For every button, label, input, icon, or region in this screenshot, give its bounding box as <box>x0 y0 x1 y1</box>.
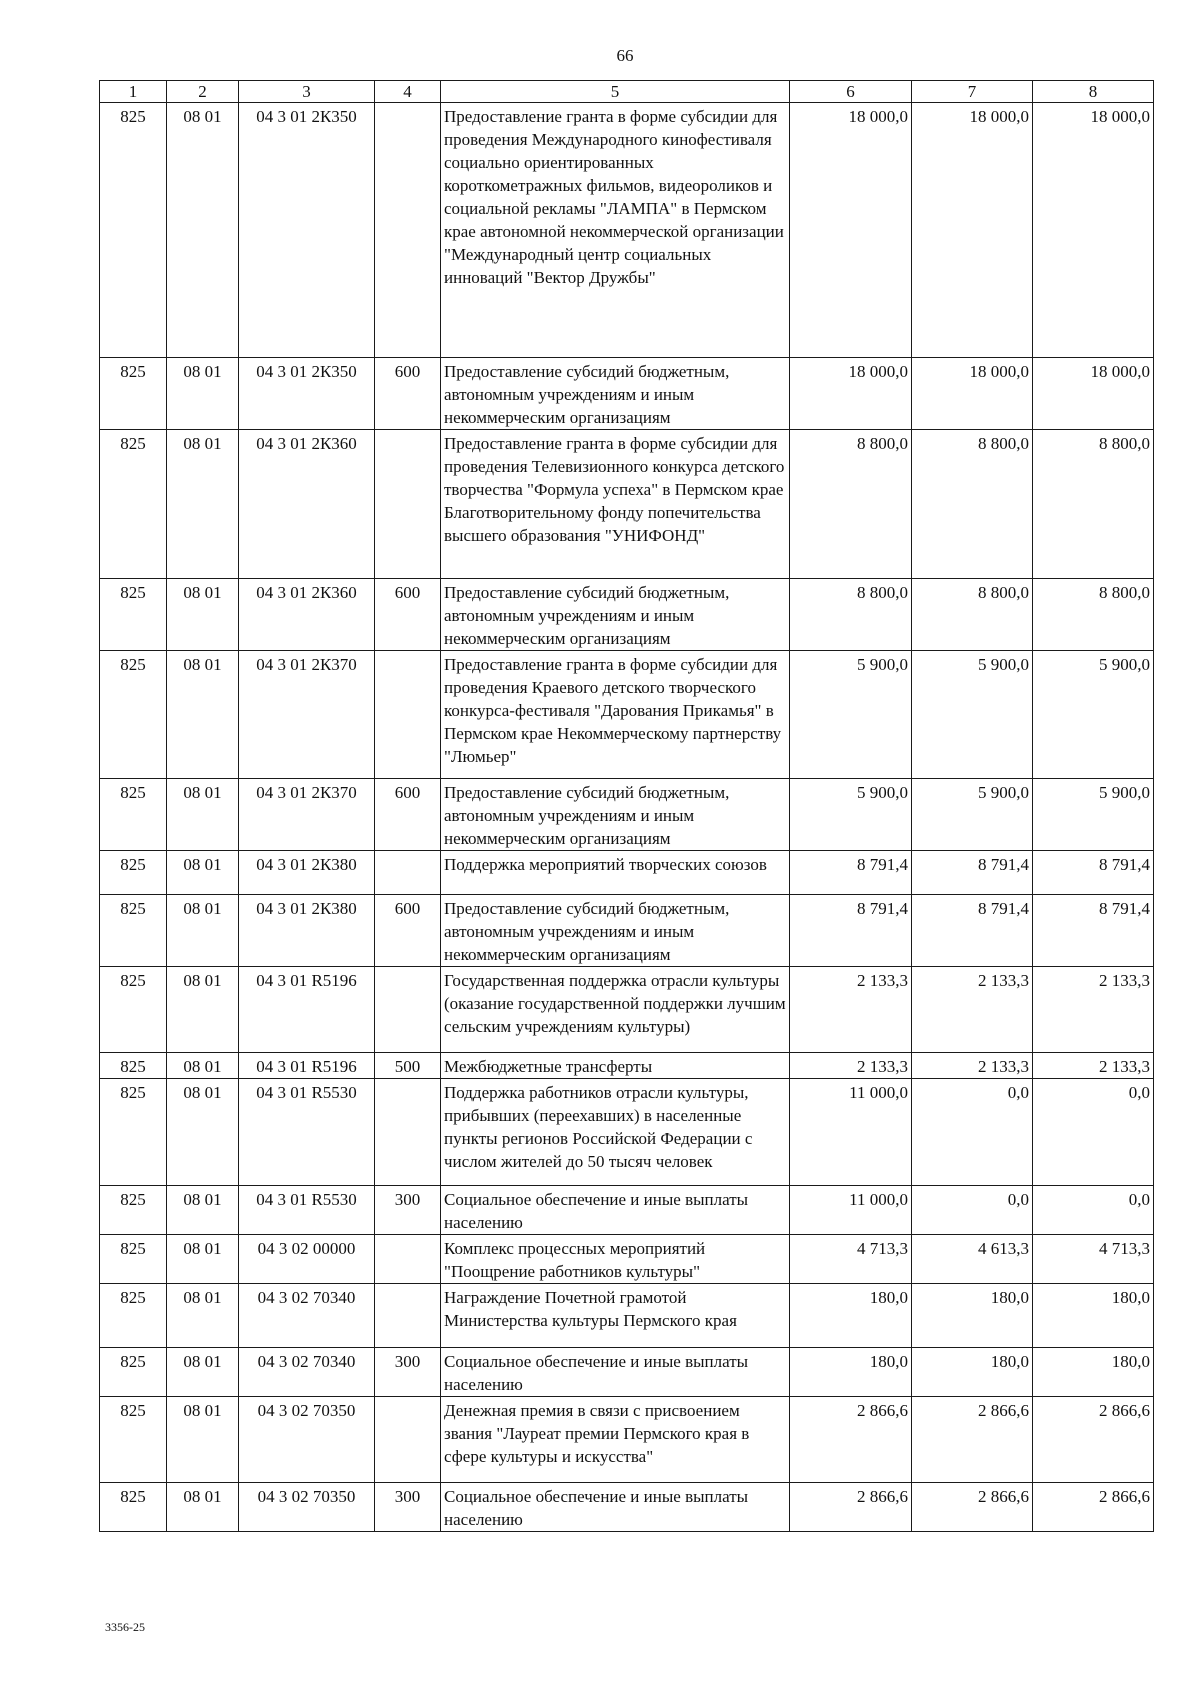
section-code-cell: 08 01 <box>167 1079 239 1186</box>
description-cell: Денежная премия в связи с присвоением звания "Лауреат премии Пермского края в сфере культуры и искусства" <box>441 1397 790 1483</box>
admin-code-cell: 825 <box>100 967 167 1053</box>
target-article-cell: 04 3 02 70350 <box>239 1483 375 1532</box>
amount-year1-cell: 4 713,3 <box>790 1235 912 1284</box>
header-row <box>100 81 1154 103</box>
amount-year2-cell: 180,0 <box>912 1348 1033 1397</box>
target-article-cell: 04 3 01 2К380 <box>239 851 375 895</box>
table-row <box>100 1483 1154 1532</box>
section-code-cell: 08 01 <box>167 1284 239 1348</box>
expense-type-cell: 300 <box>375 1483 441 1532</box>
amount-year3-cell: 2 133,3 <box>1033 1053 1154 1079</box>
amount-year2-cell: 4 613,3 <box>912 1235 1033 1284</box>
target-article-cell: 04 3 01 2К380 <box>239 895 375 967</box>
target-article-cell: 04 3 01 R5530 <box>239 1079 375 1186</box>
admin-code-cell: 825 <box>100 1397 167 1483</box>
amount-year1-cell: 8 800,0 <box>790 579 912 651</box>
admin-code-cell: 825 <box>100 895 167 967</box>
admin-code-cell: 825 <box>100 1483 167 1532</box>
section-code-cell: 08 01 <box>167 967 239 1053</box>
description-cell: Предоставление гранта в форме субсидии для проведения Краевого детского творческого конкурса-фестиваля "Дарования Прикамья" в Пермском крае Некоммерческому партнерству "Люмьер" <box>441 651 790 779</box>
section-code-cell: 08 01 <box>167 1186 239 1235</box>
section-code-cell: 08 01 <box>167 103 239 358</box>
description-cell: Социальное обеспечение и иные выплаты населению <box>441 1186 790 1235</box>
section-code-cell: 08 01 <box>167 358 239 430</box>
amount-year2-cell: 2 133,3 <box>912 967 1033 1053</box>
description-cell: Межбюджетные трансферты <box>441 1053 790 1079</box>
amount-year3-cell: 8 800,0 <box>1033 430 1154 579</box>
description-cell: Предоставление гранта в форме субсидии для проведения Международного кинофестиваля социально ориентированных короткометражных фильмов, видеороликов и социальной рекламы "ЛАМПА" в Пермском крае автономной некоммерческой организации "Международный центр социальных инноваций "Вектор Дружбы" <box>441 103 790 358</box>
description-cell: Социальное обеспечение и иные выплаты населению <box>441 1348 790 1397</box>
table-row <box>100 358 1154 430</box>
expense-type-cell <box>375 1079 441 1186</box>
budget-table <box>99 80 1154 1532</box>
section-code-cell: 08 01 <box>167 1235 239 1284</box>
target-article-cell: 04 3 02 70350 <box>239 1397 375 1483</box>
expense-type-cell <box>375 430 441 579</box>
admin-code-cell: 825 <box>100 1053 167 1079</box>
amount-year1-cell: 180,0 <box>790 1284 912 1348</box>
amount-year3-cell: 180,0 <box>1033 1348 1154 1397</box>
expense-type-cell <box>375 851 441 895</box>
section-code-cell: 08 01 <box>167 651 239 779</box>
target-article-cell: 04 3 02 70340 <box>239 1348 375 1397</box>
description-cell: Предоставление гранта в форме субсидии для проведения Телевизионного конкурса детского творчества "Формула успеха" в Пермском крае Благотворительному фонду попечительства высшего образования "УНИФОНД" <box>441 430 790 579</box>
expense-type-cell <box>375 1284 441 1348</box>
amount-year1-cell: 5 900,0 <box>790 779 912 851</box>
amount-year3-cell: 180,0 <box>1033 1284 1154 1348</box>
expense-type-cell: 300 <box>375 1186 441 1235</box>
expense-type-cell: 600 <box>375 895 441 967</box>
target-article-cell: 04 3 01 2К350 <box>239 358 375 430</box>
amount-year1-cell: 2 133,3 <box>790 1053 912 1079</box>
expense-type-cell <box>375 1235 441 1284</box>
expense-type-cell <box>375 967 441 1053</box>
target-article-cell: 04 3 01 R5196 <box>239 1053 375 1079</box>
amount-year1-cell: 8 791,4 <box>790 851 912 895</box>
admin-code-cell: 825 <box>100 579 167 651</box>
amount-year2-cell: 8 791,4 <box>912 895 1033 967</box>
table-row <box>100 1284 1154 1348</box>
target-article-cell: 04 3 01 2К360 <box>239 579 375 651</box>
amount-year3-cell: 2 866,6 <box>1033 1483 1154 1532</box>
amount-year1-cell: 2 866,6 <box>790 1397 912 1483</box>
admin-code-cell: 825 <box>100 1284 167 1348</box>
table-row <box>100 1348 1154 1397</box>
admin-code-cell: 825 <box>100 779 167 851</box>
amount-year1-cell: 2 133,3 <box>790 967 912 1053</box>
table-row <box>100 895 1154 967</box>
section-code-cell: 08 01 <box>167 1483 239 1532</box>
admin-code-cell: 825 <box>100 1348 167 1397</box>
expense-type-cell: 600 <box>375 779 441 851</box>
table-row <box>100 1079 1154 1186</box>
amount-year2-cell: 18 000,0 <box>912 358 1033 430</box>
admin-code-cell: 825 <box>100 430 167 579</box>
target-article-cell: 04 3 01 2К360 <box>239 430 375 579</box>
column-header: 4 <box>375 81 441 103</box>
section-code-cell: 08 01 <box>167 895 239 967</box>
column-header: 2 <box>167 81 239 103</box>
section-code-cell: 08 01 <box>167 1397 239 1483</box>
amount-year1-cell: 8 800,0 <box>790 430 912 579</box>
amount-year2-cell: 8 800,0 <box>912 430 1033 579</box>
expense-type-cell <box>375 651 441 779</box>
section-code-cell: 08 01 <box>167 1053 239 1079</box>
amount-year3-cell: 2 866,6 <box>1033 1397 1154 1483</box>
page-number: 66 <box>616 46 634 65</box>
admin-code-cell: 825 <box>100 1235 167 1284</box>
amount-year2-cell: 18 000,0 <box>912 103 1033 358</box>
description-cell: Награждение Почетной грамотой Министерства культуры Пермского края <box>441 1284 790 1348</box>
table-row <box>100 851 1154 895</box>
admin-code-cell: 825 <box>100 358 167 430</box>
table-row <box>100 1186 1154 1235</box>
description-cell: Предоставление субсидий бюджетным, автономным учреждениям и иным некоммерческим организациям <box>441 779 790 851</box>
table-row <box>100 103 1154 358</box>
section-code-cell: 08 01 <box>167 851 239 895</box>
column-header: 1 <box>100 81 167 103</box>
expense-type-cell: 500 <box>375 1053 441 1079</box>
column-header: 7 <box>912 81 1033 103</box>
amount-year3-cell: 8 791,4 <box>1033 895 1154 967</box>
amount-year1-cell: 2 866,6 <box>790 1483 912 1532</box>
amount-year2-cell: 180,0 <box>912 1284 1033 1348</box>
target-article-cell: 04 3 02 00000 <box>239 1235 375 1284</box>
amount-year1-cell: 11 000,0 <box>790 1186 912 1235</box>
amount-year2-cell: 0,0 <box>912 1079 1033 1186</box>
admin-code-cell: 825 <box>100 1186 167 1235</box>
amount-year2-cell: 2 866,6 <box>912 1397 1033 1483</box>
column-header: 8 <box>1033 81 1154 103</box>
amount-year1-cell: 8 791,4 <box>790 895 912 967</box>
target-article-cell: 04 3 01 2К370 <box>239 779 375 851</box>
section-code-cell: 08 01 <box>167 430 239 579</box>
amount-year2-cell: 2 866,6 <box>912 1483 1033 1532</box>
footer-document-code: 3356-25 <box>105 1620 145 1634</box>
amount-year3-cell: 18 000,0 <box>1033 103 1154 358</box>
amount-year3-cell: 18 000,0 <box>1033 358 1154 430</box>
amount-year2-cell: 5 900,0 <box>912 779 1033 851</box>
expense-type-cell <box>375 103 441 358</box>
target-article-cell: 04 3 01 2К370 <box>239 651 375 779</box>
column-header: 3 <box>239 81 375 103</box>
expense-type-cell <box>375 1397 441 1483</box>
amount-year1-cell: 180,0 <box>790 1348 912 1397</box>
amount-year3-cell: 0,0 <box>1033 1186 1154 1235</box>
table-row <box>100 779 1154 851</box>
expense-type-cell: 600 <box>375 579 441 651</box>
description-cell: Государственная поддержка отрасли культуры (оказание государственной поддержки лучшим сельским учреждениям культуры) <box>441 967 790 1053</box>
table-row <box>100 1397 1154 1483</box>
amount-year2-cell: 2 133,3 <box>912 1053 1033 1079</box>
amount-year3-cell: 0,0 <box>1033 1079 1154 1186</box>
amount-year2-cell: 0,0 <box>912 1186 1033 1235</box>
table-row <box>100 1235 1154 1284</box>
amount-year2-cell: 8 791,4 <box>912 851 1033 895</box>
section-code-cell: 08 01 <box>167 1348 239 1397</box>
amount-year3-cell: 8 791,4 <box>1033 851 1154 895</box>
description-cell: Социальное обеспечение и иные выплаты населению <box>441 1483 790 1532</box>
amount-year2-cell: 5 900,0 <box>912 651 1033 779</box>
target-article-cell: 04 3 01 R5196 <box>239 967 375 1053</box>
column-header: 6 <box>790 81 912 103</box>
amount-year2-cell: 8 800,0 <box>912 579 1033 651</box>
section-code-cell: 08 01 <box>167 779 239 851</box>
amount-year1-cell: 5 900,0 <box>790 651 912 779</box>
table-row <box>100 579 1154 651</box>
description-cell: Поддержка мероприятий творческих союзов <box>441 851 790 895</box>
description-cell: Предоставление субсидий бюджетным, автономным учреждениям и иным некоммерческим организациям <box>441 579 790 651</box>
description-cell: Комплекс процессных мероприятий "Поощрение работников культуры" <box>441 1235 790 1284</box>
amount-year1-cell: 18 000,0 <box>790 103 912 358</box>
amount-year3-cell: 5 900,0 <box>1033 779 1154 851</box>
amount-year3-cell: 2 133,3 <box>1033 967 1154 1053</box>
table-row <box>100 967 1154 1053</box>
target-article-cell: 04 3 01 2К350 <box>239 103 375 358</box>
description-cell: Предоставление субсидий бюджетным, автономным учреждениям и иным некоммерческим организациям <box>441 358 790 430</box>
amount-year1-cell: 11 000,0 <box>790 1079 912 1186</box>
table-row <box>100 430 1154 579</box>
table-row <box>100 651 1154 779</box>
column-header: 5 <box>441 81 790 103</box>
expense-type-cell: 300 <box>375 1348 441 1397</box>
description-cell: Предоставление субсидий бюджетным, автономным учреждениям и иным некоммерческим организациям <box>441 895 790 967</box>
expense-type-cell: 600 <box>375 358 441 430</box>
amount-year3-cell: 4 713,3 <box>1033 1235 1154 1284</box>
section-code-cell: 08 01 <box>167 579 239 651</box>
admin-code-cell: 825 <box>100 1079 167 1186</box>
admin-code-cell: 825 <box>100 651 167 779</box>
description-cell: Поддержка работников отрасли культуры, прибывших (переехавших) в населенные пункты регионов Российской Федерации с числом жителей до 50 тысяч человек <box>441 1079 790 1186</box>
amount-year3-cell: 8 800,0 <box>1033 579 1154 651</box>
admin-code-cell: 825 <box>100 851 167 895</box>
amount-year1-cell: 18 000,0 <box>790 358 912 430</box>
target-article-cell: 04 3 02 70340 <box>239 1284 375 1348</box>
target-article-cell: 04 3 01 R5530 <box>239 1186 375 1235</box>
table-row <box>100 1053 1154 1079</box>
amount-year3-cell: 5 900,0 <box>1033 651 1154 779</box>
admin-code-cell: 825 <box>100 103 167 358</box>
